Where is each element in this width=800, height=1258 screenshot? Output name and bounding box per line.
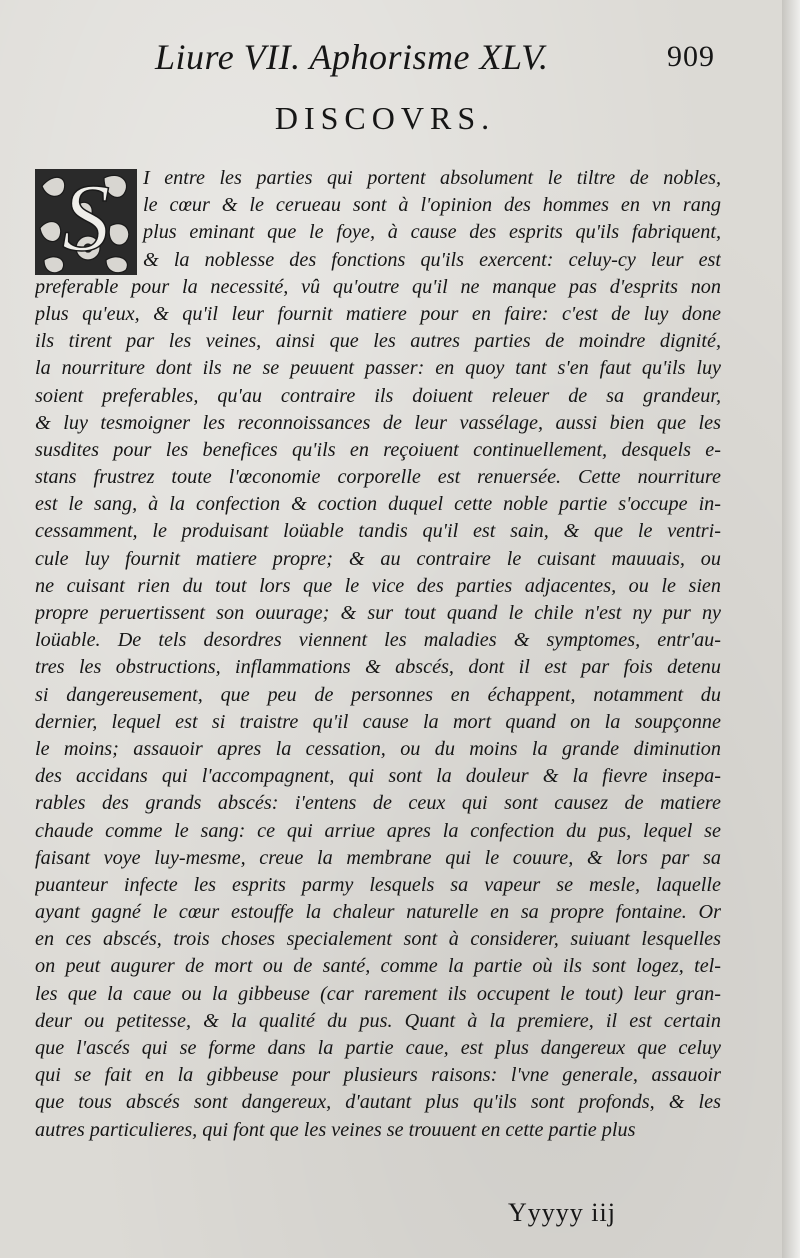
body-text (35, 165, 721, 1144)
text-line: cessamment, le produisant loüable tandis qu'il est sain, & que le ventri- (35, 520, 721, 543)
page-edge-shadow (782, 0, 800, 1258)
text-line: loüable. De tels desordres viennent les maladies & symptomes, entr'au- (35, 629, 721, 652)
text-line: la nourriture dont ils ne se peuuent passer: en quoy tant s'en faut qu'ils luy (35, 357, 721, 380)
text-line: autres particulieres, qui font que les veines se trouuent en cette partie plus (35, 1118, 636, 1141)
text-line: susdites pour les benefices qu'ils en reçoiuent continuellement, desquels e- (35, 438, 721, 461)
dropcap-letter: S (62, 168, 110, 271)
text-line: on peut augurer de mort ou de santé, comme la partie où ils sont logez, tel- (35, 955, 721, 978)
text-line: chaude comme le sang: ce qui arriue apres la confection du pus, lequel se (35, 819, 721, 842)
text-line: I entre les parties qui portent absolument le tiltre de nobles, (143, 167, 721, 189)
text-line: si dangereusement, que peu de personnes en échappent, notamment du (35, 683, 721, 706)
text-line: plus qu'eux, & qu'il leur fournit matiere pour en faire: c'est de luy done (35, 302, 721, 325)
signature-mark: Yyyyy iij (508, 1198, 616, 1227)
text-line: propre peruertissent son ouurage; & sur tout quand le chile n'est ny pur ny (35, 602, 721, 624)
text-line: plus eminant que le foye, à cause des esprits qu'ils fabriquent, (143, 221, 721, 244)
text-line: le cœur & le cerueau sont à l'opinion des hommes en vn rang (143, 194, 721, 217)
text-line: deur ou petitesse, & la qualité du pus. Quant à la premiere, il est certain (35, 1009, 721, 1032)
text-line: en ces abscés, trois choses specialement sont à considerer, suiuant lesquelles (35, 928, 721, 951)
page-number: 909 (667, 40, 715, 73)
text-line: le moins; assauoir apres la cessation, ou du moins la grande diminution (35, 737, 721, 760)
text-line: rables des grands abscés: i'entens de ceux qui sont causez de matiere (35, 792, 721, 815)
text-line: stans frustrez toute l'œconomie corporelle est renuersée. Cette nourriture (35, 466, 721, 489)
running-title: Liure VII. Aphorisme XLV. (155, 37, 549, 77)
text-line: dernier, lequel est si traistre qu'il cause la mort quand on la soupçonne (35, 710, 721, 733)
text-line: preferable pour la necessité, vû qu'outre qu'il ne manque pas d'esprits non (35, 275, 721, 298)
text-line: est le sang, à la confection & coction duquel cette noble partie s'occupe in- (35, 493, 721, 516)
text-line: les que la caue ou la gibbeuse (car rarement ils occupent le tout) leur gran- (35, 982, 721, 1005)
page-header (155, 36, 715, 86)
text-line: cule luy fournit matiere propre; & au contraire le cuisant mauuais, ou (35, 547, 721, 570)
text-line: ils tirent par les veines, ainsi que les autres parties de moindre dignité, (35, 330, 721, 353)
text-line: des accidans qui l'accompagnent, qui sont la douleur & la fievre insepa- (35, 765, 721, 788)
text-line: soient preferables, qu'au contraire ils doiuent releuer de sa grandeur, (35, 384, 721, 407)
text-line: tres les obstructions, inflammations & abscés, dont il est par fois detenu (35, 656, 721, 679)
text-line: & la noblesse des fonctions qu'ils exercent: celuy-cy leur est (143, 248, 721, 271)
text-line: & luy tesmoigner les reconnoissances de leur vassélage, aussi bien que les (35, 411, 721, 434)
text-line: que l'ascés qui se forme dans la partie caue, est plus dangereux que celuy (35, 1037, 721, 1059)
text-line: qui se fait en la gibbeuse pour plusieurs raisons: l'vne generale, assauoir (35, 1064, 721, 1087)
text-line: faisant voye luy-mesme, creue la membrane qui le couure, & lors par sa (35, 846, 721, 869)
text-line: ayant gagné le cœur estouffe la chaleur naturelle en sa propre fontaine. Or (35, 901, 721, 924)
text-line: puanteur infecte les esprits parmy lesquels sa vapeur se mesle, laquelle (35, 873, 721, 896)
text-line: que tous abscés sont dangereux, d'autant plus qu'ils sont profonds, & les (35, 1091, 721, 1114)
section-heading: DISCOVRS. (274, 100, 496, 136)
text-line: ne cuisant rien du tout lors que le vice des parties adjacentes, ou le sien (35, 574, 721, 597)
